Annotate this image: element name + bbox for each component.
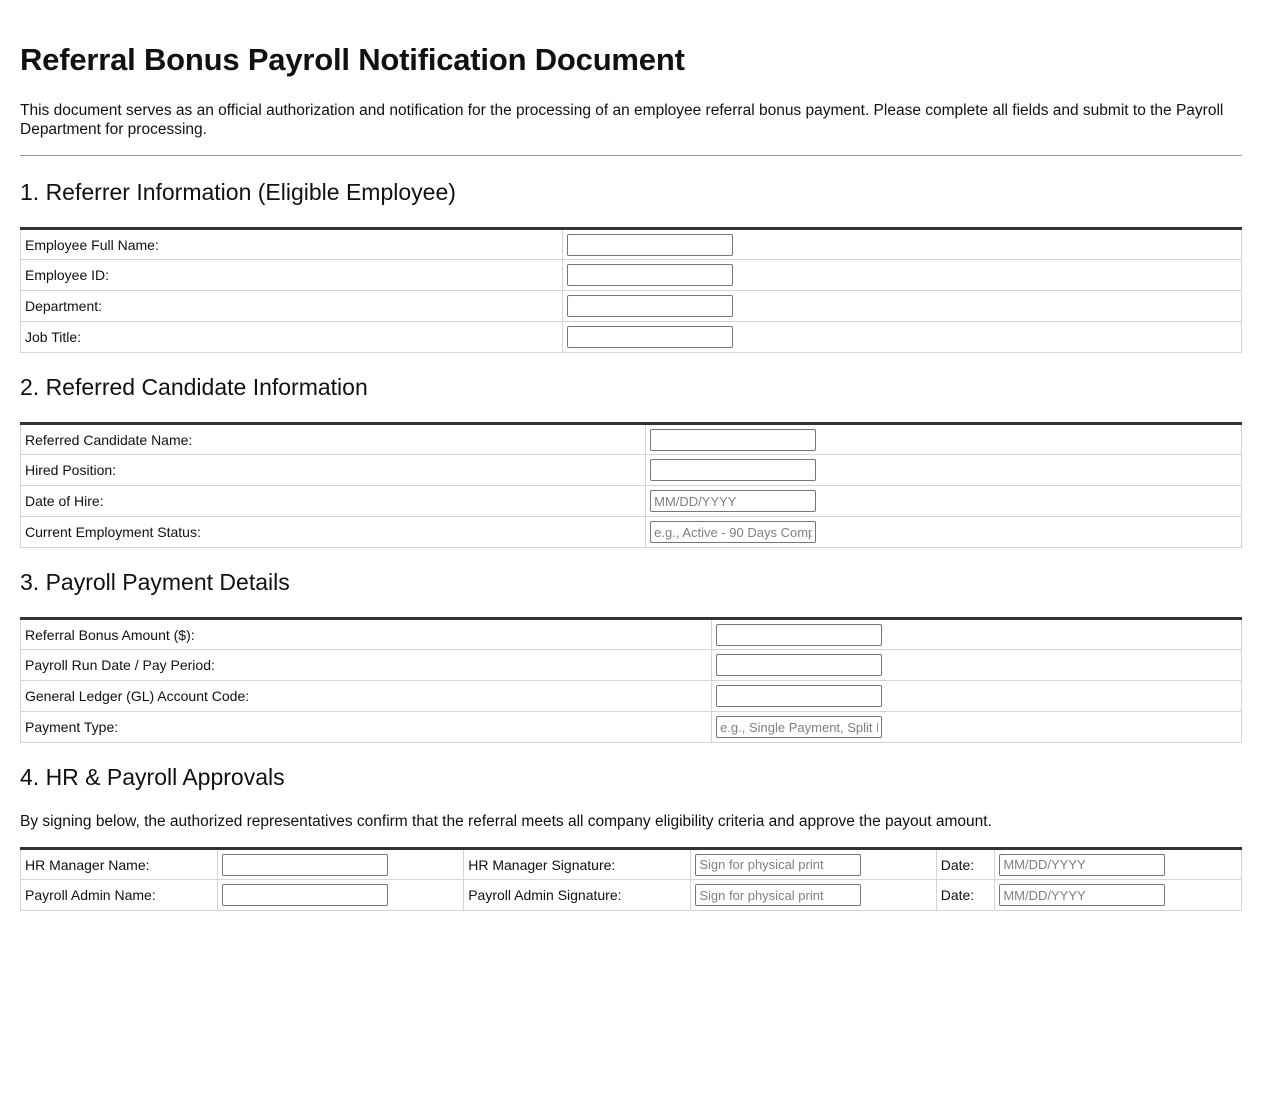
field-label: Hired Position: <box>21 455 646 486</box>
hr-manager-date-input[interactable] <box>999 854 1165 876</box>
bonus-amount-input[interactable] <box>716 624 882 646</box>
document-title: Referral Bonus Payroll Notification Document <box>20 42 685 77</box>
field-label: Employee Full Name: <box>21 229 563 260</box>
hr-manager-name-input[interactable] <box>222 854 388 876</box>
table-row <box>21 229 1242 260</box>
table-row <box>21 712 1242 743</box>
table-row <box>21 424 1242 455</box>
field-label: Payment Type: <box>21 712 712 743</box>
payment-type-input[interactable] <box>716 716 882 738</box>
title-divider <box>20 155 1242 156</box>
department-input[interactable] <box>567 295 733 317</box>
payroll-run-date-input[interactable] <box>716 654 882 676</box>
table-row <box>21 619 1242 650</box>
field-label: Payroll Run Date / Pay Period: <box>21 650 712 681</box>
payroll-admin-signature-input[interactable] <box>695 884 861 906</box>
table-row <box>21 681 1242 712</box>
table-row <box>21 322 1242 353</box>
field-label: Job Title: <box>21 322 563 353</box>
hired-position-input[interactable] <box>650 459 816 481</box>
hr-manager-signature-input[interactable] <box>695 854 861 876</box>
section-heading-referrer: 1. Referrer Information (Eligible Employee) <box>20 179 456 205</box>
payment-details-table <box>20 617 1242 743</box>
field-label: Date: <box>936 849 995 880</box>
table-row <box>21 486 1242 517</box>
table-row <box>21 849 1242 880</box>
field-label: Payroll Admin Signature: <box>464 880 691 911</box>
approval-note: By signing below, the authorized representatives confirm that the referral meets all company eligibility criteria and approve the payout amount. <box>20 813 992 830</box>
field-label: General Ledger (GL) Account Code: <box>21 681 712 712</box>
table-row <box>21 260 1242 291</box>
field-label: HR Manager Signature: <box>464 849 691 880</box>
field-label: Referral Bonus Amount ($): <box>21 619 712 650</box>
field-label: Department: <box>21 291 563 322</box>
section-heading-approvals: 4. HR & Payroll Approvals <box>20 764 285 790</box>
field-label: Employee ID: <box>21 260 563 291</box>
section-heading-candidate: 2. Referred Candidate Information <box>20 374 368 400</box>
employee-id-input[interactable] <box>567 264 733 286</box>
table-row <box>21 650 1242 681</box>
employee-full-name-input[interactable] <box>567 234 733 256</box>
payroll-admin-name-input[interactable] <box>222 884 388 906</box>
table-row <box>21 517 1242 548</box>
gl-account-code-input[interactable] <box>716 685 882 707</box>
table-row <box>21 455 1242 486</box>
employment-status-input[interactable] <box>650 521 816 543</box>
table-row <box>21 291 1242 322</box>
approvals-table <box>20 847 1242 911</box>
intro-paragraph: This document serves as an official authorization and notification for the processing of an employee referral bonus payment. Please complete all fields and submit to the Payroll Department for processing. <box>20 102 1224 138</box>
job-title-input[interactable] <box>567 326 733 348</box>
payroll-admin-date-input[interactable] <box>999 884 1165 906</box>
field-label: Date of Hire: <box>21 486 646 517</box>
field-label: Date: <box>936 880 995 911</box>
field-label: HR Manager Name: <box>21 849 218 880</box>
section-heading-payment: 3. Payroll Payment Details <box>20 569 290 595</box>
candidate-name-input[interactable] <box>650 429 816 451</box>
field-label: Payroll Admin Name: <box>21 880 218 911</box>
table-row <box>21 880 1242 911</box>
field-label: Current Employment Status: <box>21 517 646 548</box>
referrer-info-table <box>20 227 1242 353</box>
candidate-info-table <box>20 422 1242 548</box>
field-label: Referred Candidate Name: <box>21 424 646 455</box>
date-of-hire-input[interactable] <box>650 490 816 512</box>
